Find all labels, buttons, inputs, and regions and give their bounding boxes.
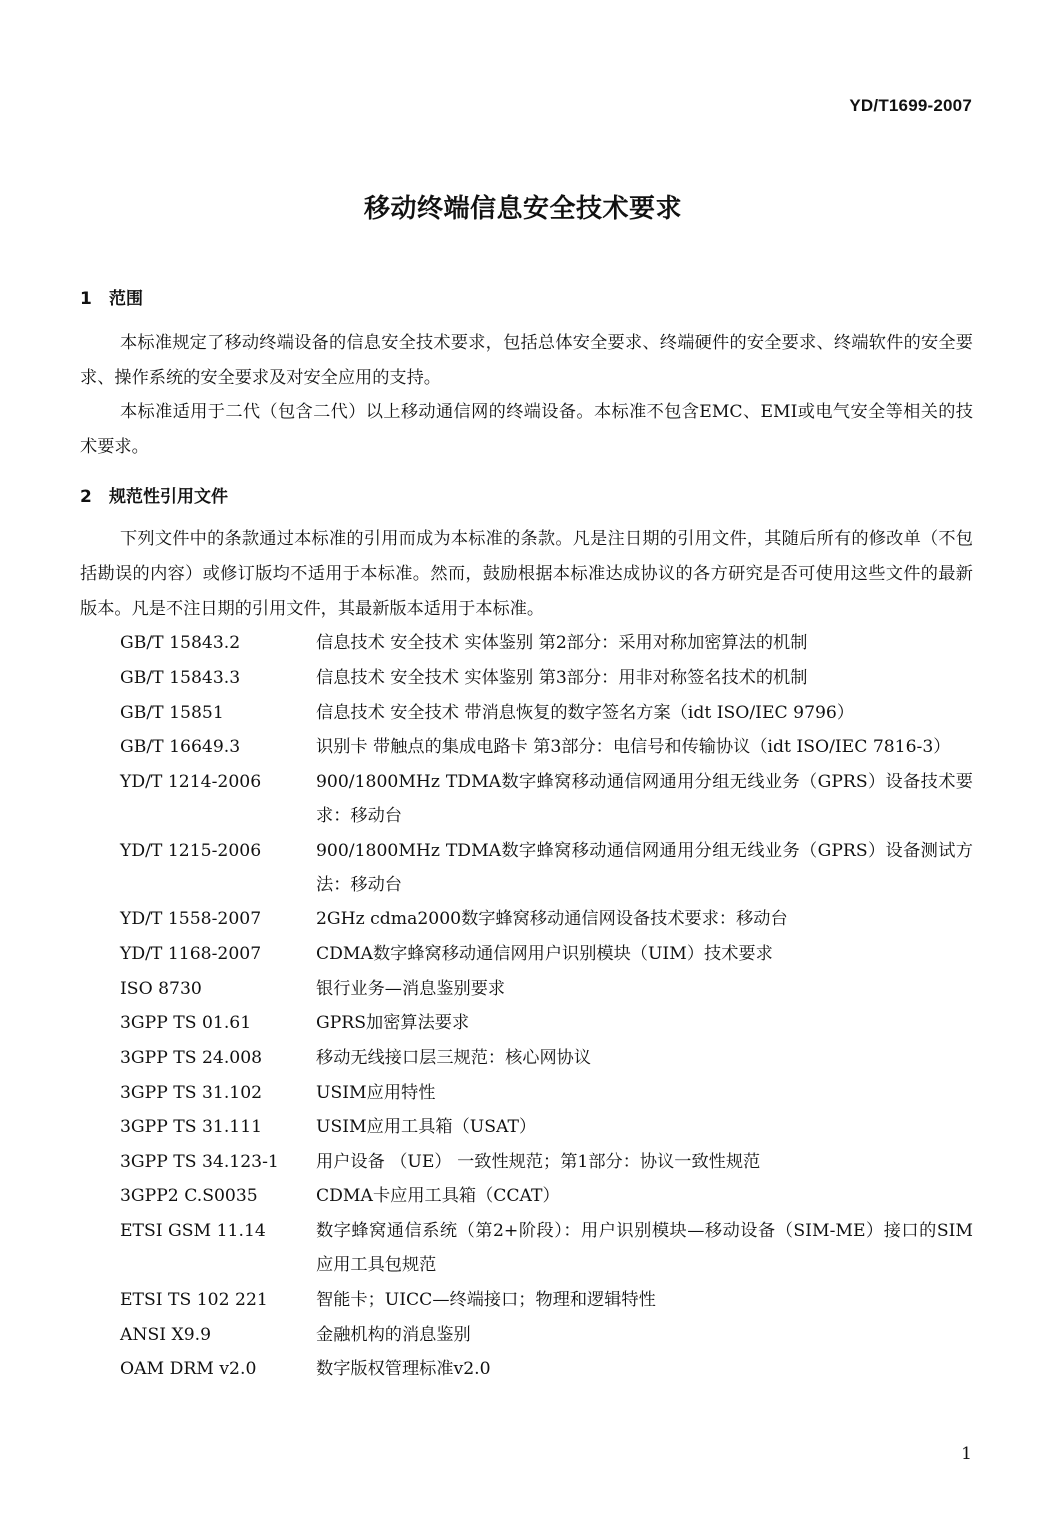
reference-code: GB/T 15843.3 — [120, 668, 241, 688]
reference-code: 3GPP TS 24.008 — [120, 1048, 263, 1068]
reference-code: YD/T 1214-2006 — [120, 772, 262, 792]
reference-title: 智能卡；UICC—终端接口；物理和逻辑特性 — [316, 1290, 656, 1310]
reference-title: 信息技术 安全技术 带消息恢复的数字签名方案（idt ISO/IEC 9796） — [316, 703, 855, 723]
reference-title: 数字版权管理标准v2.0 — [316, 1359, 491, 1379]
reference-title: 信息技术 安全技术 实体鉴别 第3部分：用非对称签名技术的机制 — [316, 668, 808, 688]
reference-code: OAM DRM v2.0 — [120, 1359, 257, 1379]
reference-code: 3GPP TS 31.102 — [120, 1083, 263, 1103]
reference-title: 900/1800MHz TDMA数字蜂窝移动通信网通用分组无线业务（GPRS）设备技术要求：移动台 — [316, 772, 973, 826]
reference-code: YD/T 1558-2007 — [120, 909, 262, 929]
reference-code: ISO 8730 — [120, 979, 202, 999]
reference-code: GB/T 15851 — [120, 703, 224, 723]
reference-title: 2GHz cdma2000数字蜂窝移动通信网设备技术要求：移动台 — [316, 909, 788, 929]
normative-references-paragraph: 下列文件中的条款通过本标准的引用而成为本标准的条款。凡是注日期的引用文件，其随后所有的修改单（不包括勘误的内容）或修订版均不适用于本标准。然而，鼓励根据本标准达成协议的各方研究是否可使用这些文件的最新版本。凡是不注日期的引用文件，其最新版本适用于本标准。 — [80, 529, 973, 619]
reference-title: CDMA数字蜂窝移动通信网用户识别模块（UIM）技术要求 — [316, 944, 773, 964]
reference-code: ANSI X9.9 — [120, 1325, 212, 1345]
section-2-title: 规范性引用文件 — [109, 487, 228, 507]
reference-title: 用户设备 （UE） 一致性规范；第1部分：协议一致性规范 — [316, 1152, 761, 1172]
section-2-number: 2 — [80, 487, 92, 507]
reference-title: 数字蜂窝通信系统（第2+阶段）：用户识别模块—移动设备（SIM-ME）接口的SIM应用工具包规范 — [316, 1221, 973, 1275]
reference-title: 金融机构的消息鉴别 — [316, 1325, 471, 1345]
reference-code: YD/T 1168-2007 — [120, 944, 262, 964]
section-1-heading — [80, 284, 143, 309]
scope-paragraph-1: 本标准规定了移动终端设备的信息安全技术要求，包括总体安全要求、终端硬件的安全要求、终端软件的安全要求、操作系统的安全要求及对安全应用的支持。 — [80, 333, 973, 388]
reference-code: ETSI GSM 11.14 — [120, 1221, 266, 1241]
reference-title: GPRS加密算法要求 — [316, 1013, 470, 1033]
reference-code: GB/T 15843.2 — [120, 633, 241, 653]
reference-title: 银行业务—消息鉴别要求 — [316, 979, 506, 999]
reference-title: 移动无线接口层三规范：核心网协议 — [316, 1048, 592, 1068]
reference-title: CDMA卡应用工具箱（CCAT） — [316, 1186, 560, 1206]
reference-title: 识别卡 带触点的集成电路卡 第3部分：电信号和传输协议（idt ISO/IEC 7816-3） — [316, 737, 951, 757]
scope-paragraph-2: 本标准适用于二代（包含二代）以上移动通信网的终端设备。本标准不包含EMC、EMI或电气安全等相关的技术要求。 — [80, 402, 973, 457]
reference-code: 3GPP TS 31.111 — [120, 1117, 263, 1137]
reference-code: 3GPP2 C.S0035 — [120, 1186, 258, 1206]
section-2-heading — [80, 482, 228, 507]
section-1-title: 范围 — [109, 289, 143, 309]
reference-title: 信息技术 安全技术 实体鉴别 第2部分：采用对称加密算法的机制 — [316, 633, 808, 653]
reference-code: YD/T 1215-2006 — [120, 841, 262, 861]
reference-title: USIM应用特性 — [316, 1083, 436, 1103]
reference-code: GB/T 16649.3 — [120, 737, 241, 757]
page-number: 1 — [961, 1444, 972, 1464]
reference-code: 3GPP TS 01.61 — [120, 1013, 252, 1033]
reference-code: ETSI TS 102 221 — [120, 1290, 268, 1310]
standard-code: YD/T1699-2007 — [849, 96, 972, 115]
section-1-number: 1 — [80, 289, 92, 309]
reference-code: 3GPP TS 34.123-1 — [120, 1152, 279, 1172]
reference-title: USIM应用工具箱（USAT） — [316, 1117, 537, 1137]
document-title: 移动终端信息安全技术要求 — [363, 194, 682, 224]
reference-title: 900/1800MHz TDMA数字蜂窝移动通信网通用分组无线业务（GPRS）设备测试方法：移动台 — [316, 841, 973, 895]
